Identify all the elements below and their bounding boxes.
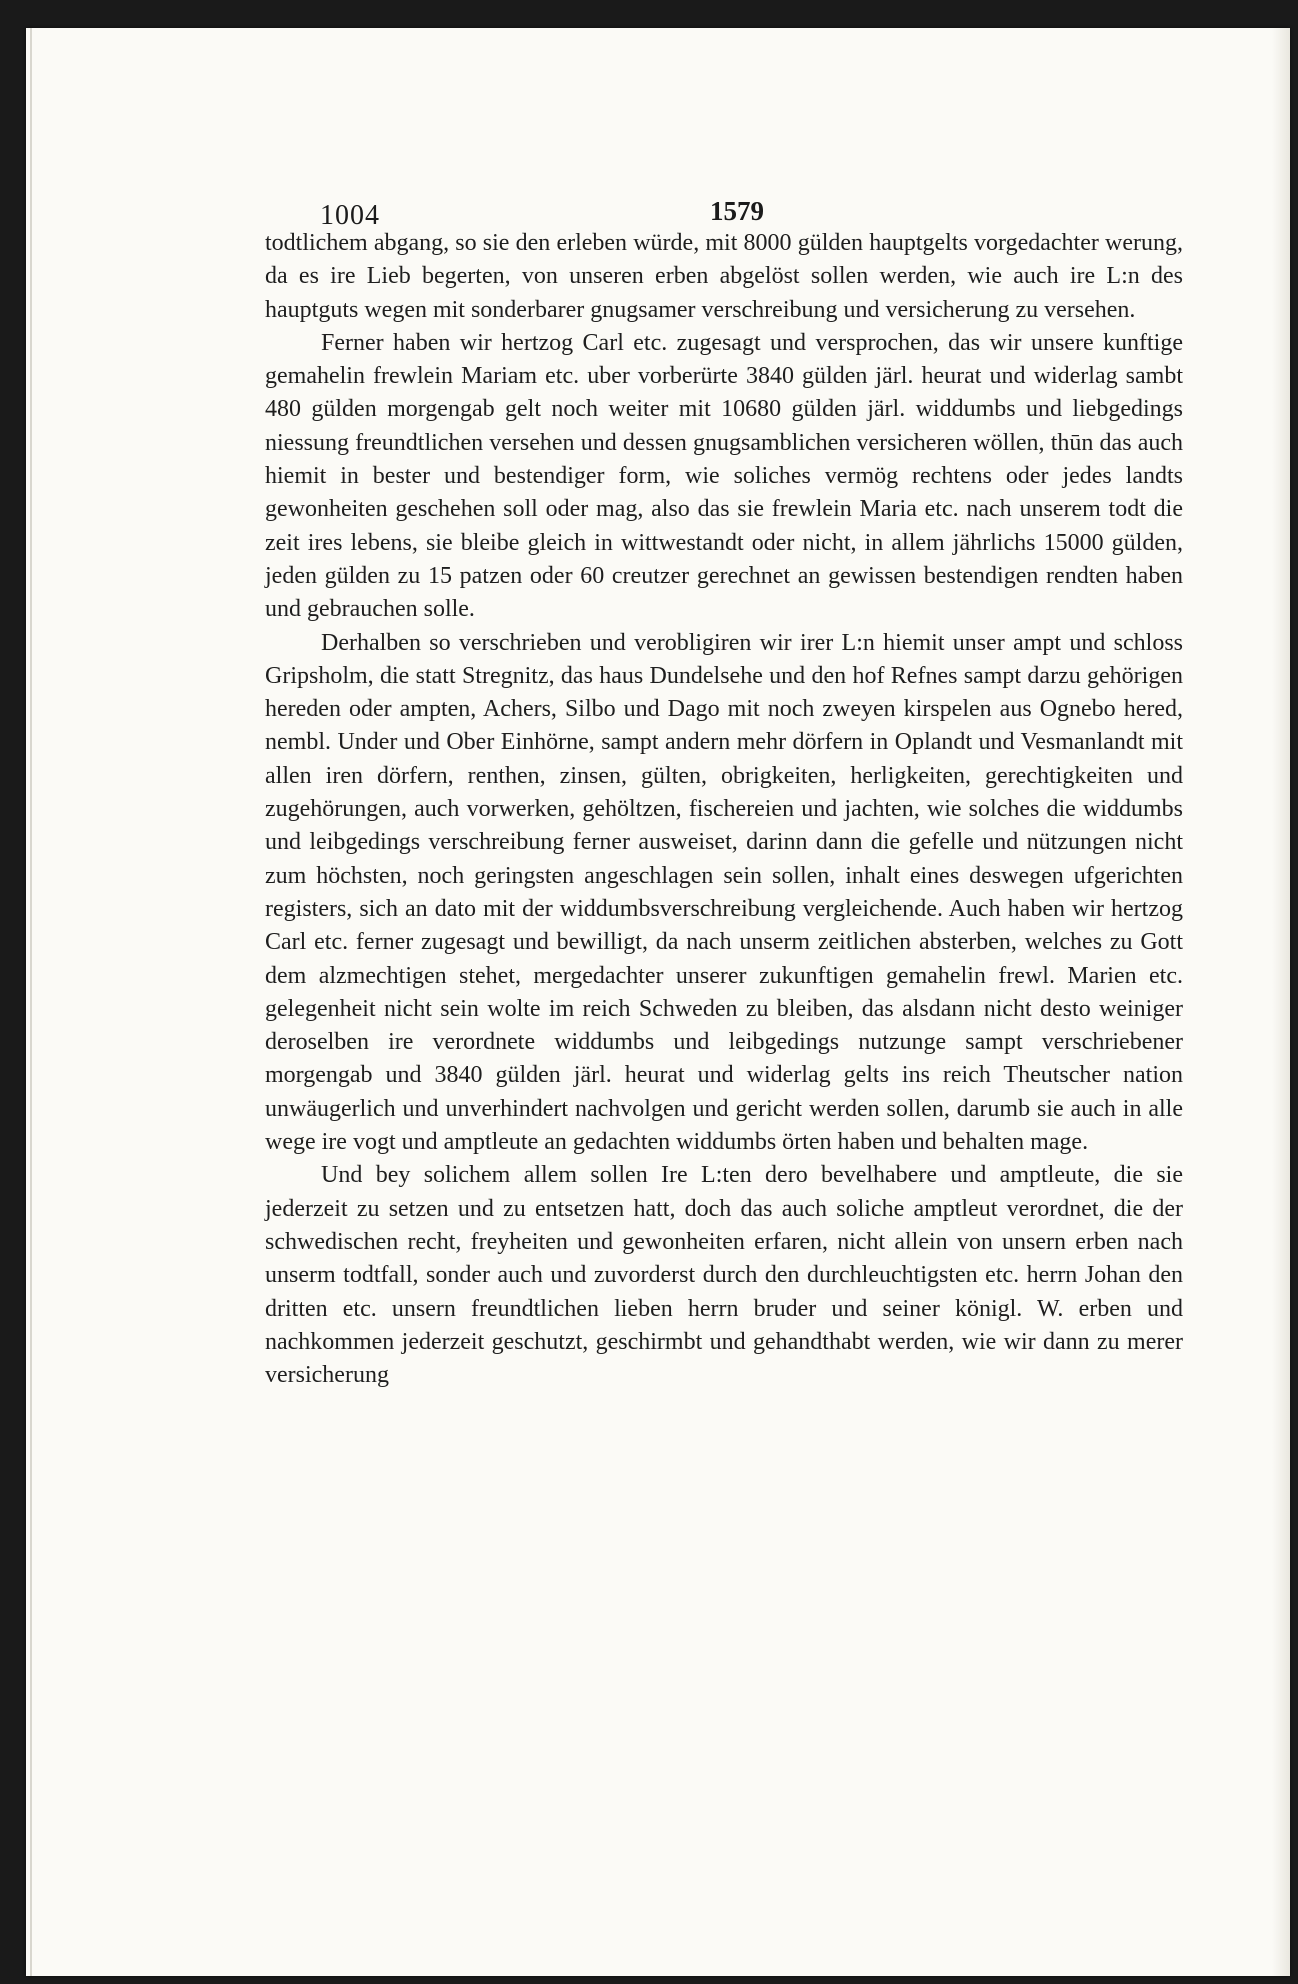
body-text: [265, 227, 1183, 1392]
paragraph: Derhalben so verschrieben und verobligiren wir irer L:n hiemit unser ampt und schloss Gripsholm, die statt Stregnitz, das haus Dundelsehe und den hof Refnes sampt darzu gehörigen hereden oder ampten, Achers, Silbo und Dago mit noch zweyen kirspelen aus Ognebo hered, nembl. Under und Ober Einhörne, sampt andern mehr dörfern in Oplandt und Vesmanlandt mit allen iren dörfern, renthen, zinsen, gülten, obrigkeiten, herligkeiten, gerechtigkeiten und zugehörungen, auch vorwerken, gehöltzen, fischereien und jachten, wie solches die widdumbs und leibgedings verschreibung ferner ausweiset, darinn dann die gefelle und nützungen nicht zum höchsten, noch geringsten angeschlagen sein sollen, inhalt eines deswegen ufgerichten registers, sich an dato mit der widdumbsverschreibung vergleichende. Auch haben wir hertzog Carl etc. ferner zugesagt und bewilligt, da nach unserm zeitlichen absterben, welches zu Gott dem alzmechtigen stehet, mergedachter unserer zukunftigen gemahelin frewl. Marien etc. gelegenheit nicht sein wolte im reich Schweden zu bleiben, das alsdann nicht desto weiniger deroselben ire verordnete widdumbs und leibgedings nutzunge sampt verschriebener morgengab und 3840 gülden järl. heurat und widerlag gelts ins reich Theutscher nation unwäugerlich und unverhindert nachvolgen und gericht werden sollen, darumb sie auch in alle wege ire vogt und amptleute an gedachten widdumbs örten haben und behalten mage.: [265, 629, 1183, 1156]
year-heading: 1579: [710, 196, 764, 226]
paragraph: todtlichem abgang, so sie den erleben würde, mit 8000 gülden hauptgelts vorgedachter werung, da es ire Lieb begerten, von unseren erben abgelöst sollen werden, wie auch ire L:n des hauptguts wegen mit sonderbarer gnugsamer verschreibung und versicherung zu versehen.: [265, 230, 1183, 323]
page-number: 1004: [320, 200, 380, 231]
paragraph: Und bey solichem allem sollen Ire L:ten dero bevelhabere und amptleute, die sie jederzeit zu setzen und zu entsetzen hatt, doch das auch soliche amptleut verordnet, die der schwedischen recht, freyheiten und gewonheiten erfaren, nicht allein von unsern erben nach unserm todtfall, sonder auch und zuvorderst durch den durchleuchtigsten etc. herrn Johan den dritten etc. unsern freundtlichen lieben herrn bruder und seiner königl. W. erben und nachkommen jederzeit geschutzt, geschirmbt und gehandthabt werden, wie wir dann zu merer versicherung: [265, 1162, 1183, 1389]
paragraph: Ferner haben wir hertzog Carl etc. zugesagt und versprochen, das wir unsere kunftige gemahelin frewlein Mariam etc. uber vorberürte 3840 gülden järl. heurat und widerlag sambt 480 gülden morgengab gelt noch weiter mit 10680 gülden järl. widdumbs und liebgedings niessung freundtlichen versehen und dessen gnugsamblichen versicheren wöllen, thūn das auch hiemit in bester und bestendiger form, wie soliches vermög rechtens oder jedes landts gewonheiten geschehen soll oder mag, also das sie frewlein Maria etc. nach unserem todt die zeit ires lebens, sie bleibe gleich in wittwestandt oder nicht, in allem jährlichs 15000 gülden, jeden gülden zu 15 patzen oder 60 creutzer gerechnet an gewissen bestendigen rendten haben und gebrauchen solle.: [265, 329, 1183, 623]
page-edge: [1272, 28, 1290, 1976]
